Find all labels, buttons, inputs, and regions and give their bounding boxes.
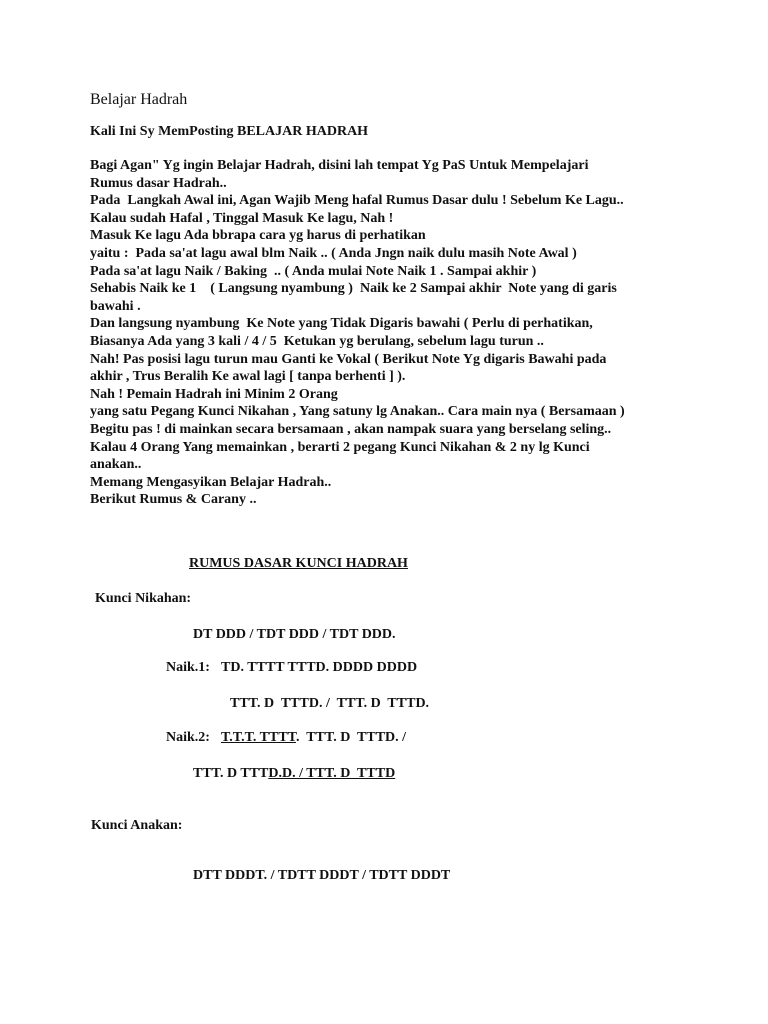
body-line: anakan.. [90,457,142,473]
naik1-line2: TTT. D TTTD. / TTT. D TTTD. [230,696,430,711]
body-line: Biasanya Ada yang 3 kali / 4 / 5 Ketukan yg berulang, sebelum lagu turun .. [90,333,544,349]
body-line: Sehabis Naik ke 1 ( Langsung nyambung ) Naik ke 2 Sampai akhir Note yang di garis [90,281,617,297]
naik2-line1 [221,730,406,746]
kunci-anakan-label: Kunci Anakan: [91,818,183,833]
body-line: akhir , Trus Beralih Ke awal lagi [ tanpa berhenti ] ). [90,369,406,385]
body-line: Rumus dasar Hadrah.. [90,175,227,191]
naik2-line2-underlined: D.D. / TTT. D TTTD [268,766,396,781]
body-line: Bagi Agan" Yg ingin Belajar Hadrah, disini lah tempat Yg PaS Untuk Mempelajari [90,158,589,173]
section-heading: RUMUS DASAR KUNCI HADRAH [189,556,408,571]
naik2-line2 [193,766,395,782]
intro-paragraph [90,157,690,509]
naik2-line1-rest: . TTT. D TTTD. / [295,730,407,745]
body-line: yaitu : Pada sa'at lagu awal blm Naik .. ( Anda Jngn naik dulu masih Note Awal ) [90,245,577,261]
body-line: Nah ! Pemain Hadrah ini Minim 2 Orang [90,386,338,402]
body-line: Memang Mengasyikan Belajar Hadrah.. [90,474,332,490]
naik1-label: Naik.1: [166,660,210,675]
kunci-nikahan-label: Kunci Nikahan: [95,591,192,606]
naik2-label: Naik.2: [166,730,210,745]
naik2-line2-plain: TTT. D TTT [193,766,269,781]
body-line: Kalau sudah Hafal , Tinggal Masuk Ke lagu, Nah ! [90,210,394,226]
document-title: Belajar Hadrah [90,91,188,108]
body-line: bawahi . [90,298,141,314]
naik1-line1: TD. TTTT TTTD. DDDD DDDD [221,660,418,675]
body-line: Pada sa'at lagu Naik / Baking .. ( Anda mulai Note Naik 1 . Sampai akhir ) [90,263,537,279]
body-line: Berikut Rumus & Carany .. [90,492,257,508]
body-line: Pada Langkah Awal ini, Agan Wajib Meng hafal Rumus Dasar dulu ! Sebelum Ke Lagu.. [90,193,624,209]
body-line: Begitu pas ! di mainkan secara bersamaan , akan nampak suara yang berselang seling.. [90,421,612,437]
body-line: Masuk Ke lagu Ada bbrapa cara yg harus di perhatikan [90,228,426,244]
body-line: yang satu Pegang Kunci Nikahan , Yang satuny lg Anakan.. Cara main nya ( Bersamaan ) [90,404,625,420]
body-line: Nah! Pas posisi lagu turun mau Ganti ke Vokal ( Berikut Note Yg digaris Bawahi pada [90,351,607,367]
kunci-nikahan-dasar: DT DDD / TDT DDD / TDT DDD. [193,627,396,642]
body-line: Kalau 4 Orang Yang memainkan , berarti 2 pegang Kunci Nikahan & 2 ny lg Kunci [90,439,590,455]
kunci-anakan-dasar: DTT DDDT. / TDTT DDDT / TDTT DDDT [193,868,451,883]
document-subtitle: Kali Ini Sy MemPosting BELAJAR HADRAH [90,124,369,139]
body-line: Dan langsung nyambung Ke Note yang Tidak Digaris bawahi ( Perlu di perhatikan, [90,316,593,332]
naik2-line1-underlined: T.T.T. TTTT [221,730,296,745]
